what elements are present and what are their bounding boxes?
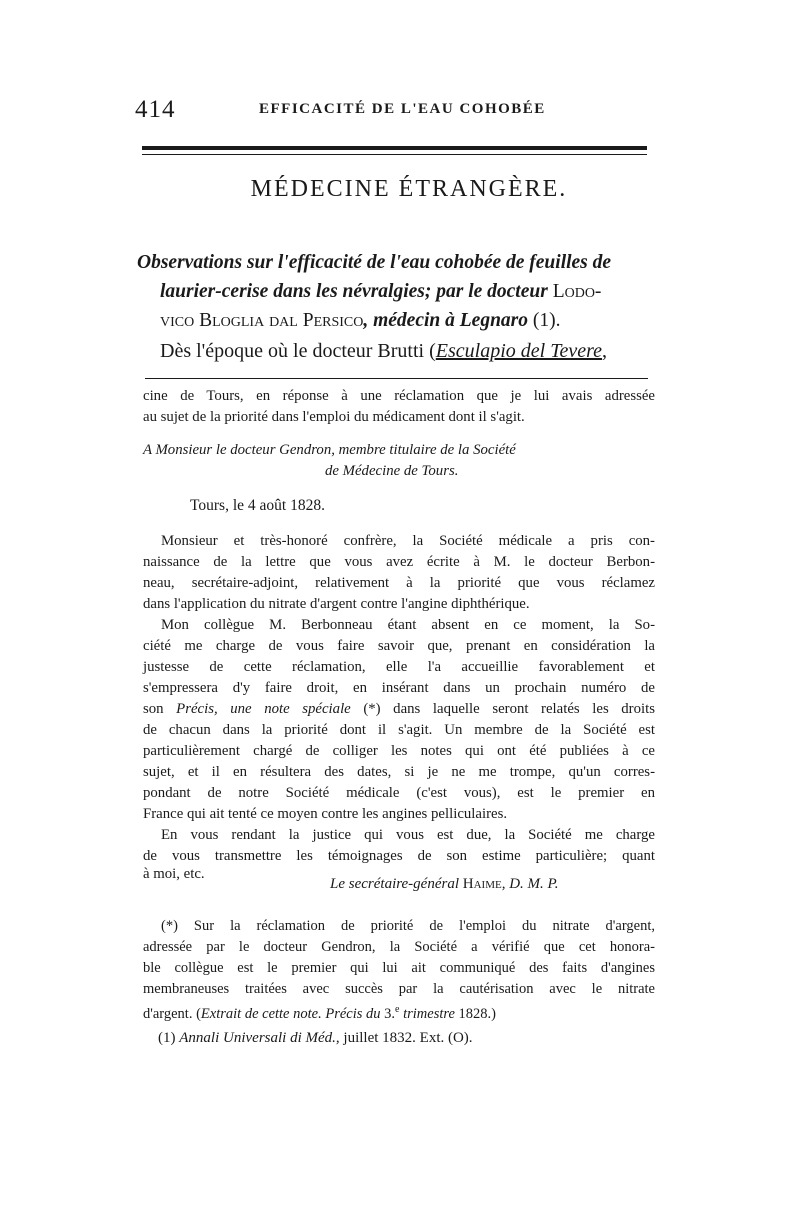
italic-span: Précis, une note spéciale — [176, 701, 351, 717]
observation-title-line-3 — [160, 306, 657, 335]
header-rule-thin — [142, 154, 647, 155]
letter-line: ciété me charge de vous faire savoir que, prenant en considération la — [143, 638, 655, 654]
footnote-line: ble collègue est le premier qui lui ait communiqué des faits d'angines — [143, 960, 655, 976]
text-span: 3. — [380, 1005, 396, 1022]
journal-name: Esculapio del Tevere — [435, 340, 603, 362]
letter-line-with-italic — [143, 699, 655, 720]
letter-line: neau, secrétaire-adjoint, relativement à la priorité que vous réclamez — [143, 575, 655, 591]
letter-line: à moi, etc. — [143, 866, 205, 882]
observation-title-line-2 — [160, 277, 657, 306]
observation-title-line-2-text: laurier-cerise dans les névralgies; par le docteur — [160, 281, 548, 302]
superscript: e — [395, 1004, 400, 1015]
separator-rule — [145, 378, 648, 379]
letter-line: s'empressera d'y faire droit, en insérant dans un prochain numéro de — [143, 680, 655, 696]
text-span: (1) — [158, 1030, 180, 1046]
letter-line: France qui ait tenté ce moyen contre les angines pelliculaires. — [143, 806, 508, 822]
author-name: vico Bloglia dal Persico — [160, 310, 364, 331]
text-span: son — [143, 701, 177, 717]
letter-address-line-2: de Médecine de Tours. — [325, 463, 459, 479]
letter-line: de chacun dans la priorité dont il s'agit. Un membre de la Société est — [143, 722, 655, 738]
footnote-ref: (1). — [532, 310, 561, 331]
footnote-line: membraneuses traitées avec succès par la cautérisation avec le nitrate — [143, 981, 655, 997]
letter-line: particulièrement chargé de colliger les notes qui ont été publiées à ce — [143, 743, 655, 759]
italic-span: Annali Universali di Méd. — [179, 1030, 336, 1046]
letter-line: Mon collègue M. Berbonneau étant absent en ce moment, la So- — [161, 617, 655, 633]
letter-line: En vous rendant la justice qui vous est due, la Société me charge — [161, 827, 655, 843]
footnote-line: (*) Sur la réclamation de priorité de l'emploi du nitrate d'argent, — [161, 918, 655, 934]
article-first-line-start: Dès l'époque où le docteur Brutti ( — [160, 340, 436, 362]
letter-line: justesse de cette réclamation, elle l'a accueillie favorablement et — [143, 659, 655, 675]
letter-line: sujet, et il en résultera des dates, si je ne me trompe, qu'un corres- — [143, 764, 655, 780]
italic-span: Extrait de cette note. Précis du — [200, 1005, 381, 1022]
letter-address-line-1: A Monsieur le docteur Gendron, membre titulaire de la Société — [143, 442, 516, 458]
body-line: au sujet de la priorité dans l'emploi du médicament dont il s'agit. — [143, 409, 525, 425]
section-title: MÉDECINE ÉTRANGÈRE. — [250, 176, 568, 202]
observation-title-line-1: Observations sur l'efficacité de l'eau cohobée de feuilles de — [137, 252, 612, 273]
letter-line: dans l'application du nitrate d'argent contre l'angine diphthérique. — [143, 596, 530, 612]
author-affiliation: , médecin à Legnaro — [363, 310, 529, 331]
body-line: cine de Tours, en réponse à une réclamation que je lui avais adressée — [143, 388, 655, 404]
signature-name: Haime — [462, 876, 502, 892]
signature-title: Le secrétaire-général — [330, 876, 459, 892]
author-name-part: Lodo- — [552, 281, 602, 302]
running-head: EFFICACITÉ DE L'EAU COHOBÉE — [259, 101, 546, 117]
header-rule-thick — [142, 146, 647, 150]
letter-line: de vous transmettre les témoignages de son estime particulière; quant — [143, 848, 655, 864]
page-number: 414 — [135, 96, 176, 123]
text-span: 1828.) — [454, 1005, 497, 1022]
letter-line: Monsieur et très-honoré confrère, la Société médicale a pris con- — [161, 533, 655, 549]
page-header — [135, 96, 665, 122]
text-span: d'argent. ( — [143, 1005, 201, 1022]
letter-date: Tours, le 4 août 1828. — [190, 497, 325, 514]
footnote-line: adressée par le docteur Gendron, la Société a vérifié que cet honora- — [143, 939, 655, 955]
footnote-last-line — [143, 1000, 655, 1024]
letter-line: pondant de notre Société médicale (c'est vous), est le premier en — [143, 785, 655, 801]
italic-span: trimestre — [399, 1005, 455, 1022]
footnote-1 — [158, 1028, 670, 1049]
signature-suffix: , D. M. P. — [501, 876, 559, 892]
letter-signature — [330, 876, 559, 893]
letter-line: naissance de la lettre que vous avez écrite à M. le docteur Berbon- — [143, 554, 655, 570]
article-first-line — [160, 337, 657, 366]
article-first-line-end: , — [602, 340, 608, 362]
text-span: , juillet 1832. Ext. (O). — [335, 1030, 473, 1046]
text-span: (*) dans laquelle seront relatés les droits — [350, 701, 655, 717]
